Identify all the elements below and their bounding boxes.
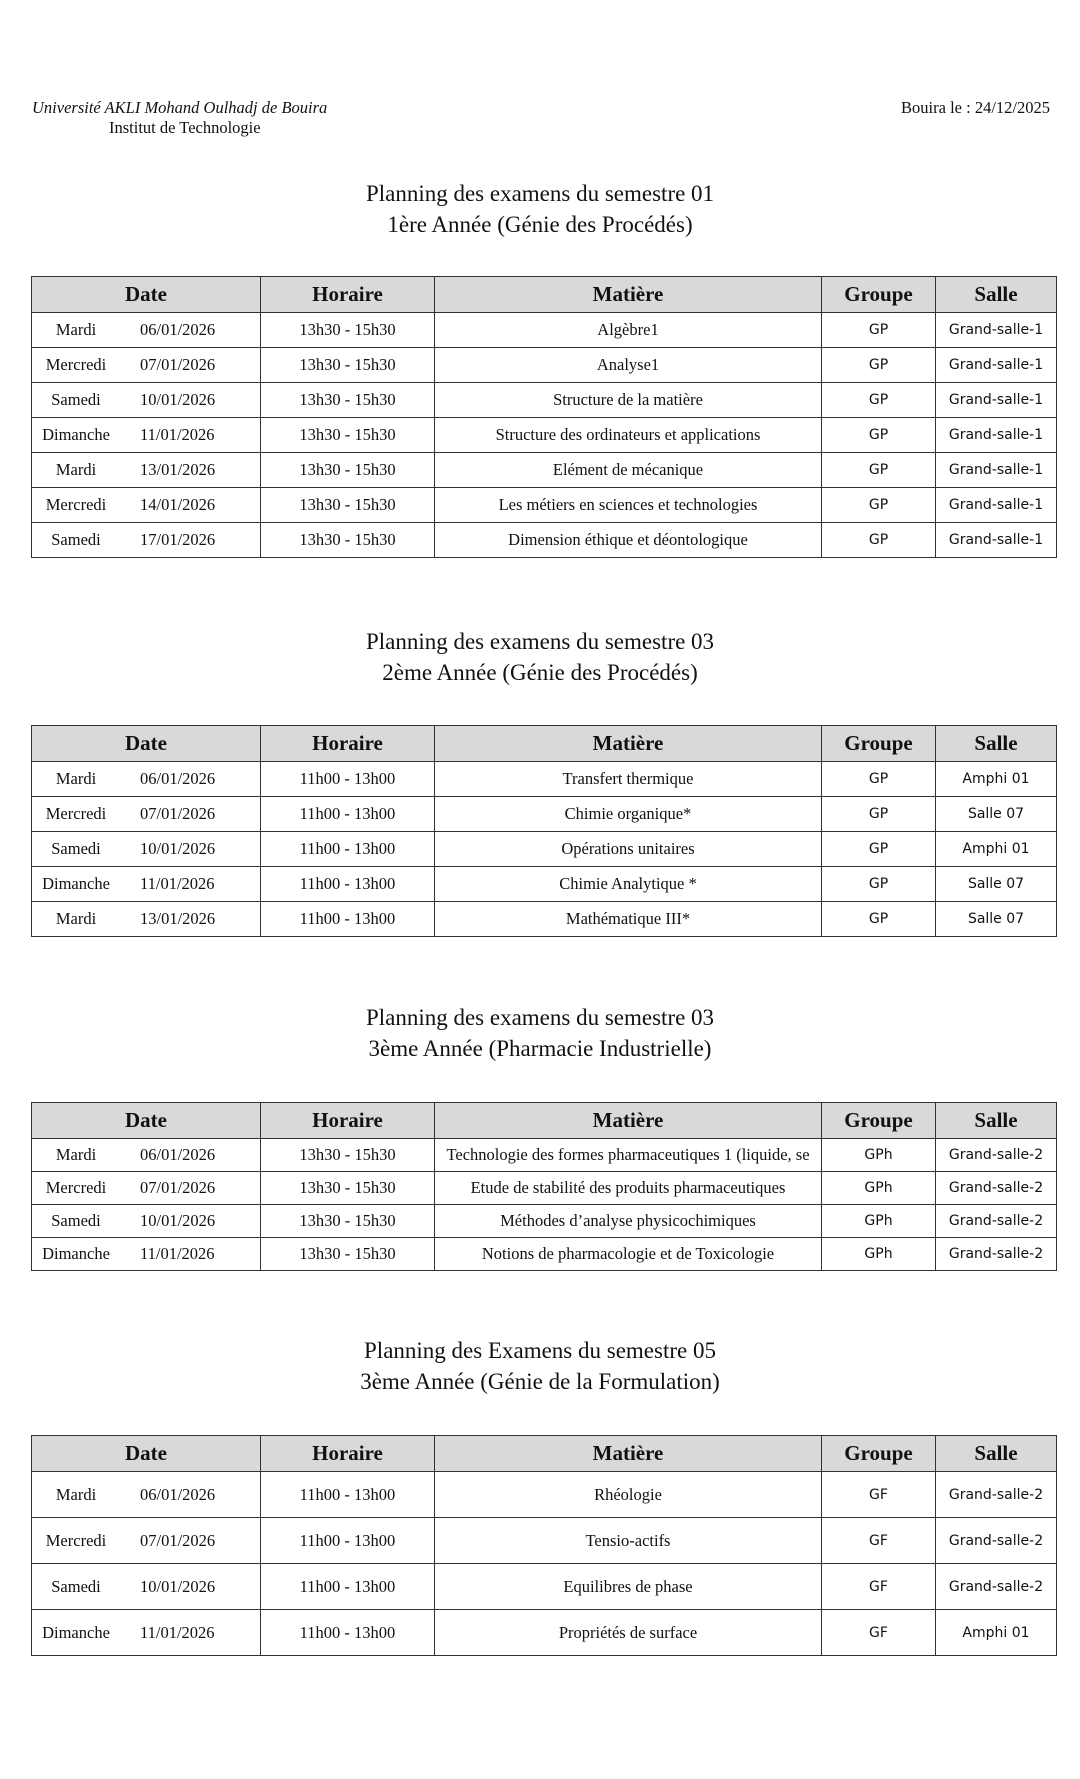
table-row [32, 1238, 1057, 1271]
section-title-line1: Planning des Examens du semestre 05 [364, 1338, 716, 1363]
day-name: Samedi [51, 390, 101, 409]
column-header-matiere: Matière [435, 1436, 822, 1472]
group-cell: GPh [822, 1205, 936, 1238]
group-cell: GPh [822, 1238, 936, 1271]
date-cell [32, 418, 261, 453]
group-cell: GP [822, 797, 936, 832]
exam-date: 10/01/2026 [140, 1211, 216, 1230]
day-name: Dimanche [42, 425, 110, 444]
exam-table-s03-gph [31, 1102, 1057, 1271]
column-header-date: Date [32, 1436, 261, 1472]
exam-table-s01-gp [31, 276, 1057, 558]
day-name: Mardi [55, 460, 97, 479]
column-header-date: Date [32, 1103, 261, 1139]
group-cell: GP [822, 453, 936, 488]
date-cell [32, 1518, 261, 1564]
table-row [32, 762, 1057, 797]
day-name: Mardi [55, 909, 97, 928]
column-header-horaire: Horaire [261, 1103, 435, 1139]
day-name: Mardi [55, 1145, 97, 1164]
subject-cell: Méthodes d’analyse physicochimiques [435, 1205, 822, 1238]
room-cell: Grand-salle-1 [936, 453, 1057, 488]
date-cell [32, 1205, 261, 1238]
room-cell: Salle 07 [936, 797, 1057, 832]
table-row [32, 1610, 1057, 1656]
time-slot-cell: 11h00 - 13h00 [261, 797, 435, 832]
room-cell: Grand-salle-2 [936, 1238, 1057, 1271]
subject-cell: Les métiers en sciences et technologies [435, 488, 822, 523]
table-header-row [32, 1103, 1057, 1139]
time-slot-cell: 13h30 - 15h30 [261, 313, 435, 348]
date-cell [32, 1610, 261, 1656]
table-row [32, 523, 1057, 558]
subject-cell: Technologie des formes pharmaceutiques 1 (liquide, se [435, 1139, 822, 1172]
section-title-line1: Planning des examens du semestre 03 [365, 629, 715, 654]
table-row [32, 1472, 1057, 1518]
day-name: Mardi [55, 1484, 97, 1504]
room-cell: Grand-salle-2 [936, 1518, 1057, 1564]
room-cell: Grand-salle-1 [936, 418, 1057, 453]
time-slot-cell: 11h00 - 13h00 [261, 1518, 435, 1564]
table-row [32, 1172, 1057, 1205]
section-title-1 [0, 178, 1080, 240]
group-cell: GF [822, 1472, 936, 1518]
letterhead [32, 98, 327, 138]
table-row [32, 1139, 1057, 1172]
group-cell: GP [822, 832, 936, 867]
column-header-salle: Salle [936, 1436, 1057, 1472]
group-cell: GP [822, 762, 936, 797]
room-cell: Grand-salle-2 [936, 1564, 1057, 1610]
subject-cell: Algèbre1 [435, 313, 822, 348]
date-cell [32, 1172, 261, 1205]
time-slot-cell: 13h30 - 15h30 [261, 1205, 435, 1238]
exam-date: 13/01/2026 [140, 460, 216, 479]
day-name: Samedi [51, 530, 101, 549]
exam-date: 07/01/2026 [140, 1530, 216, 1550]
date-cell [32, 348, 261, 383]
date-cell [32, 902, 261, 937]
section-title-line2: 3ème Année (Génie de la Formulation) [360, 1369, 720, 1394]
table-row [32, 867, 1057, 902]
group-cell: GP [822, 867, 936, 902]
time-slot-cell: 13h30 - 15h30 [261, 1139, 435, 1172]
date-cell [32, 523, 261, 558]
time-slot-cell: 11h00 - 13h00 [261, 1564, 435, 1610]
subject-cell: Chimie Analytique * [435, 867, 822, 902]
room-cell: Amphi 01 [936, 762, 1057, 797]
place-date: Bouira le : 24/12/2025 [901, 98, 1050, 117]
table-row [32, 797, 1057, 832]
exam-date: 07/01/2026 [140, 1178, 216, 1197]
time-slot-cell: 13h30 - 15h30 [261, 1172, 435, 1205]
section-title-line1: Planning des examens du semestre 03 [365, 1005, 715, 1030]
subject-cell: Rhéologie [435, 1472, 822, 1518]
room-cell: Grand-salle-1 [936, 383, 1057, 418]
date-cell [32, 488, 261, 523]
day-name: Samedi [51, 1576, 101, 1596]
subject-cell: Equilibres de phase [435, 1564, 822, 1610]
group-cell: GPh [822, 1172, 936, 1205]
room-cell: Grand-salle-2 [936, 1205, 1057, 1238]
table-header-row [32, 726, 1057, 762]
time-slot-cell: 13h30 - 15h30 [261, 1238, 435, 1271]
table-row [32, 902, 1057, 937]
column-header-groupe: Groupe [822, 277, 936, 313]
exam-date: 07/01/2026 [140, 804, 216, 823]
day-name: Mercredi [45, 355, 107, 374]
room-cell: Salle 07 [936, 867, 1057, 902]
time-slot-cell: 13h30 - 15h30 [261, 348, 435, 383]
day-name: Mercredi [45, 804, 107, 823]
table-row [32, 1564, 1057, 1610]
subject-cell: Structure de la matière [435, 383, 822, 418]
table-row [32, 453, 1057, 488]
time-slot-cell: 11h00 - 13h00 [261, 902, 435, 937]
university-name: Université AKLI Mohand Oulhadj de Bouira [32, 98, 328, 117]
subject-cell: Opérations unitaires [435, 832, 822, 867]
day-name: Mercredi [45, 495, 107, 514]
exam-date: 06/01/2026 [140, 769, 216, 788]
subject-cell: Mathématique III* [435, 902, 822, 937]
exam-date: 10/01/2026 [140, 839, 216, 858]
column-header-horaire: Horaire [261, 277, 435, 313]
column-header-salle: Salle [936, 726, 1057, 762]
section-title-2 [0, 626, 1080, 688]
subject-cell: Etude de stabilité des produits pharmaceutiques [435, 1172, 822, 1205]
day-name: Dimanche [42, 1622, 110, 1642]
room-cell: Grand-salle-2 [936, 1172, 1057, 1205]
day-name: Mercredi [45, 1178, 107, 1197]
table-row [32, 488, 1057, 523]
subject-cell: Dimension éthique et déontologique [435, 523, 822, 558]
date-cell [32, 1564, 261, 1610]
exam-date: 11/01/2026 [140, 425, 215, 444]
section-title-line2: 1ère Année (Génie des Procédés) [387, 212, 693, 237]
section-title-line2: 2ème Année (Génie des Procédés) [382, 660, 698, 685]
subject-cell: Analyse1 [435, 348, 822, 383]
exam-date: 06/01/2026 [140, 1145, 216, 1164]
institute-name: Institut de Technologie [109, 118, 261, 137]
time-slot-cell: 13h30 - 15h30 [261, 383, 435, 418]
exam-date: 06/01/2026 [140, 1484, 216, 1504]
exam-date: 11/01/2026 [140, 1244, 215, 1263]
room-cell: Grand-salle-1 [936, 488, 1057, 523]
group-cell: GPh [822, 1139, 936, 1172]
section-title-4 [0, 1335, 1080, 1397]
column-header-salle: Salle [936, 277, 1057, 313]
column-header-matiere: Matière [435, 726, 822, 762]
time-slot-cell: 13h30 - 15h30 [261, 488, 435, 523]
table-header-row [32, 277, 1057, 313]
table-row [32, 383, 1057, 418]
room-cell: Grand-salle-1 [936, 523, 1057, 558]
group-cell: GF [822, 1564, 936, 1610]
room-cell: Amphi 01 [936, 1610, 1057, 1656]
subject-cell: Propriétés de surface [435, 1610, 822, 1656]
time-slot-cell: 11h00 - 13h00 [261, 867, 435, 902]
section-title-line2: 3ème Année (Pharmacie Industrielle) [368, 1036, 712, 1061]
table-row [32, 1518, 1057, 1564]
exam-date: 13/01/2026 [140, 909, 216, 928]
table-header-row [32, 1436, 1057, 1472]
table-row [32, 1205, 1057, 1238]
room-cell: Grand-salle-1 [936, 348, 1057, 383]
column-header-salle: Salle [936, 1103, 1057, 1139]
group-cell: GF [822, 1518, 936, 1564]
day-name: Dimanche [42, 1244, 110, 1263]
time-slot-cell: 13h30 - 15h30 [261, 523, 435, 558]
column-header-matiere: Matière [435, 277, 822, 313]
exam-table-s05-gf [31, 1435, 1057, 1656]
subject-cell: Tensio-actifs [435, 1518, 822, 1564]
date-cell [32, 453, 261, 488]
time-slot-cell: 13h30 - 15h30 [261, 418, 435, 453]
date-cell [32, 867, 261, 902]
time-slot-cell: 11h00 - 13h00 [261, 832, 435, 867]
date-cell [32, 313, 261, 348]
column-header-groupe: Groupe [822, 726, 936, 762]
column-header-groupe: Groupe [822, 1436, 936, 1472]
exam-date: 11/01/2026 [140, 874, 215, 893]
exam-date: 17/01/2026 [140, 530, 216, 549]
exam-date: 14/01/2026 [140, 495, 216, 514]
table-row [32, 832, 1057, 867]
subject-cell: Notions de pharmacologie et de Toxicologie [435, 1238, 822, 1271]
subject-cell: Chimie organique* [435, 797, 822, 832]
date-cell [32, 1472, 261, 1518]
day-name: Samedi [51, 839, 101, 858]
table-row [32, 348, 1057, 383]
day-name: Samedi [51, 1211, 101, 1230]
exam-date: 06/01/2026 [140, 320, 216, 339]
group-cell: GP [822, 348, 936, 383]
room-cell: Salle 07 [936, 902, 1057, 937]
column-header-horaire: Horaire [261, 1436, 435, 1472]
section-title-line1: Planning des examens du semestre 01 [365, 181, 715, 206]
room-cell: Amphi 01 [936, 832, 1057, 867]
room-cell: Grand-salle-2 [936, 1472, 1057, 1518]
time-slot-cell: 13h30 - 15h30 [261, 453, 435, 488]
time-slot-cell: 11h00 - 13h00 [261, 1472, 435, 1518]
day-name: Dimanche [42, 874, 110, 893]
group-cell: GP [822, 523, 936, 558]
time-slot-cell: 11h00 - 13h00 [261, 1610, 435, 1656]
day-name: Mardi [55, 320, 97, 339]
subject-cell: Structure des ordinateurs et applications [435, 418, 822, 453]
date-cell [32, 383, 261, 418]
section-title-3 [0, 1002, 1080, 1064]
room-cell: Grand-salle-1 [936, 313, 1057, 348]
column-header-matiere: Matière [435, 1103, 822, 1139]
date-cell [32, 832, 261, 867]
exam-date: 10/01/2026 [140, 390, 216, 409]
group-cell: GP [822, 383, 936, 418]
column-header-groupe: Groupe [822, 1103, 936, 1139]
group-cell: GP [822, 902, 936, 937]
group-cell: GP [822, 418, 936, 453]
day-name: Mardi [55, 769, 97, 788]
table-row [32, 418, 1057, 453]
group-cell: GF [822, 1610, 936, 1656]
time-slot-cell: 11h00 - 13h00 [261, 762, 435, 797]
subject-cell: Elément de mécanique [435, 453, 822, 488]
date-cell [32, 797, 261, 832]
room-cell: Grand-salle-2 [936, 1139, 1057, 1172]
group-cell: GP [822, 313, 936, 348]
group-cell: GP [822, 488, 936, 523]
table-row [32, 313, 1057, 348]
column-header-date: Date [32, 726, 261, 762]
date-cell [32, 1238, 261, 1271]
exam-date: 07/01/2026 [140, 355, 216, 374]
subject-cell: Transfert thermique [435, 762, 822, 797]
column-header-date: Date [32, 277, 261, 313]
exam-date: 11/01/2026 [140, 1622, 215, 1642]
column-header-horaire: Horaire [261, 726, 435, 762]
date-cell [32, 1139, 261, 1172]
date-cell [32, 762, 261, 797]
exam-date: 10/01/2026 [140, 1576, 216, 1596]
exam-table-s03-gp [31, 725, 1057, 937]
day-name: Mercredi [45, 1530, 107, 1550]
